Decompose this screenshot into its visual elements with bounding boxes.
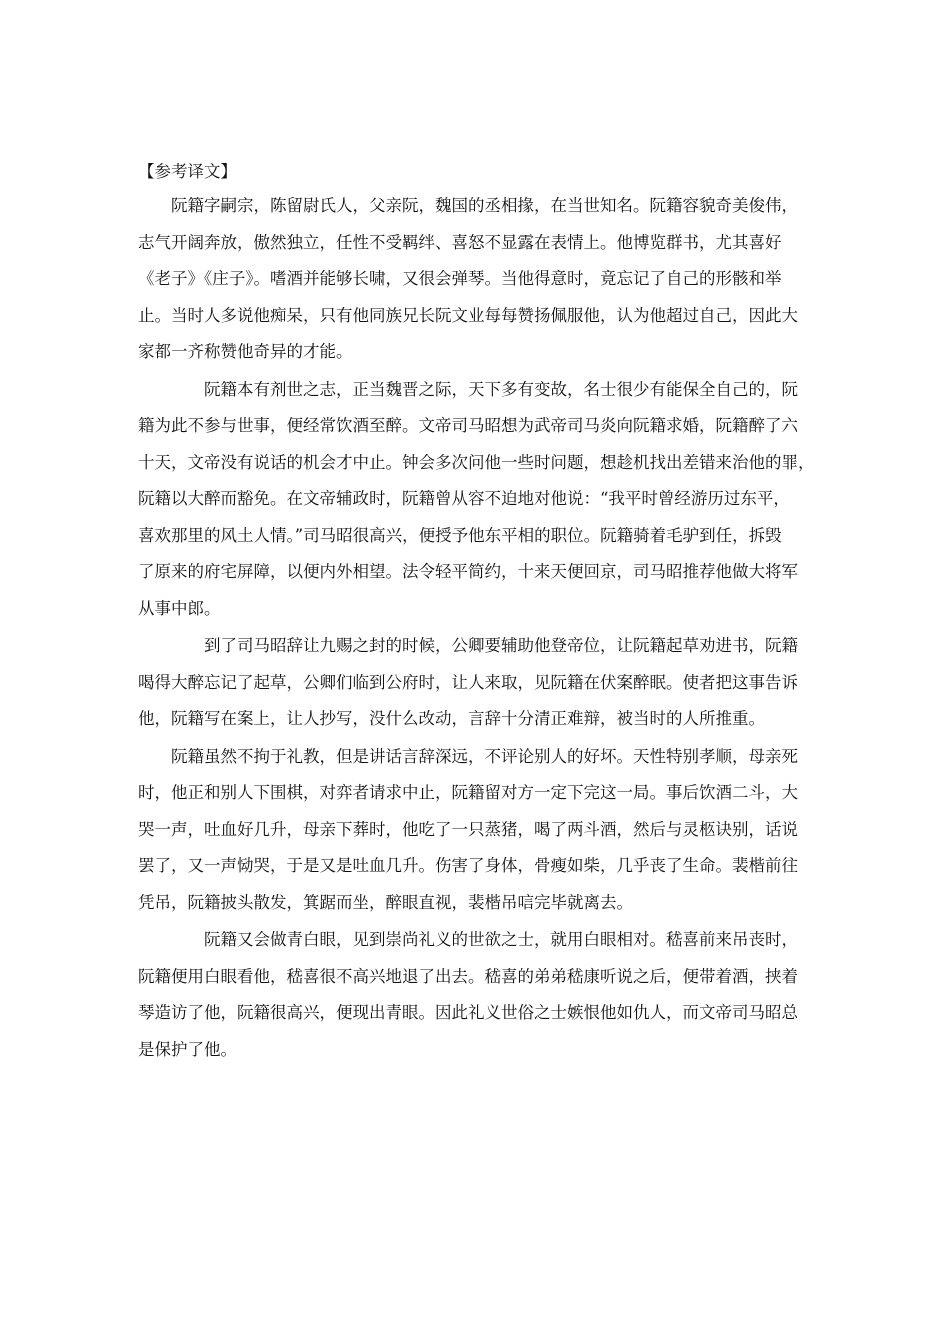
paragraph xyxy=(138,628,824,738)
paragraph xyxy=(138,188,824,371)
paragraph-line: 时，他正和别人下围棋，对弈者请求中止，阮籍留对方一定下完这一局。事后饮酒二斗，大 xyxy=(138,783,798,802)
paragraph-line: 阮籍字嗣宗，陈留尉氏人，父亲阮，魏国的丞相掾，在当世知名。阮籍容貌奇美俊伟， xyxy=(171,196,798,215)
paragraph-line: 阮籍便用白眼看他，嵇喜很不高兴地退了出去。嵇喜的弟弟嵇康听说之后，便带着酒，挟着 xyxy=(138,966,798,986)
paragraph-line: 阮籍本有剂世之志，正当魏晋之际，天下多有变故，名士很少有能保全自己的，阮 xyxy=(204,379,798,399)
paragraph-line: 他，阮籍写在案上，让人抄写，没什么改动，言辞十分清正难辩，被当时的人所推重。 xyxy=(138,709,765,728)
paragraph-line: 阮籍又会做青白眼，见到崇尚礼义的世欲之士，就用白眼相对。嵇喜前来吊丧时， xyxy=(204,930,798,949)
paragraph-line: 喜欢那里的风土人情。”司马昭很高兴，便授予他东平相的职位。阮籍骑着毛驴到任，拆毁 xyxy=(138,525,782,545)
paragraph-line: 籍为此不参与世事，便经常饮酒至醉。文帝司马昭想为武帝司马炎向阮籍求婚，阮籍醉了六 xyxy=(138,416,798,435)
paragraph-line: 家都一齐称赞他奇异的才能。 xyxy=(138,342,353,361)
paragraph-list xyxy=(138,188,824,1068)
paragraph-line: 琴造访了他，阮籍很高兴，便现出青眼。因此礼义世俗之士嫉恨他如仇人，而文帝司马昭总 xyxy=(138,1003,798,1022)
paragraph-line: 十天，文帝没有说话的机会才中止。钟会多次问他一些时问题，想趁机找出差错来治他的罪， xyxy=(138,452,815,472)
paragraph-line: 哭一声，吐血好几升，母亲下葬时，他吃了一只蒸猪，喝了两斗酒，然后与灵柩诀别，话说 xyxy=(138,819,798,839)
section-heading: 【参考译文】 xyxy=(138,162,237,181)
paragraph-line: 罢了，又一声恸哭，于是又是吐血几升。伤害了身体，骨瘦如柴，几乎丧了生命。裴楷前往 xyxy=(138,856,798,875)
document-body xyxy=(138,155,824,1068)
paragraph-line: 阮籍虽然不拘于礼教，但是讲话言辞深远，不评论别人的好坏。天性特别孝顺，母亲死 xyxy=(171,746,798,766)
paragraph-line: 志气开阔奔放，傲然独立，任性不受羁绊、喜怒不显露在表情上。他博览群书，尤其喜好 xyxy=(138,232,782,252)
paragraph-line: 到了司马昭辞让九赐之封的时候，公卿要辅助他登帝位，让阮籍起草劝进书，阮籍 xyxy=(204,636,798,655)
paragraph xyxy=(138,739,824,922)
paragraph xyxy=(138,922,824,1068)
paragraph-line: 止。当时人多说他痴呆，只有他同族兄长阮文业每每赞扬佩服他，认为他超过自己，因此大 xyxy=(138,305,798,325)
paragraph-line: 阮籍以大醉而豁免。在文帝辅政时，阮籍曾从容不迫地对他说：“我平时曾经游历过东平， xyxy=(138,489,790,508)
paragraph-line: 《老子》《庄子》。嗜酒并能够长啸，又很会弹琴。当他得意时，竟忘记了自己的形骸和举 xyxy=(138,269,782,288)
paragraph-line: 了原来的府宅屏障，以便内外相望。法令轻平简约，十来天便回京，司马昭推荐他做大将军 xyxy=(138,562,798,581)
paragraph-line: 从事中郎。 xyxy=(138,598,221,618)
paragraph-line: 凭吊，阮籍披头散发，箕踞而坐，醉眼直视，裴楷吊唁完毕就离去。 xyxy=(138,892,633,912)
paragraph-line: 是保护了他。 xyxy=(138,1039,237,1059)
paragraph xyxy=(138,372,824,628)
paragraph-line: 喝得大醉忘记了起草，公卿们临到公府时，让人来取，见阮籍在伏案醉眠。使者把这事告诉 xyxy=(138,672,798,692)
